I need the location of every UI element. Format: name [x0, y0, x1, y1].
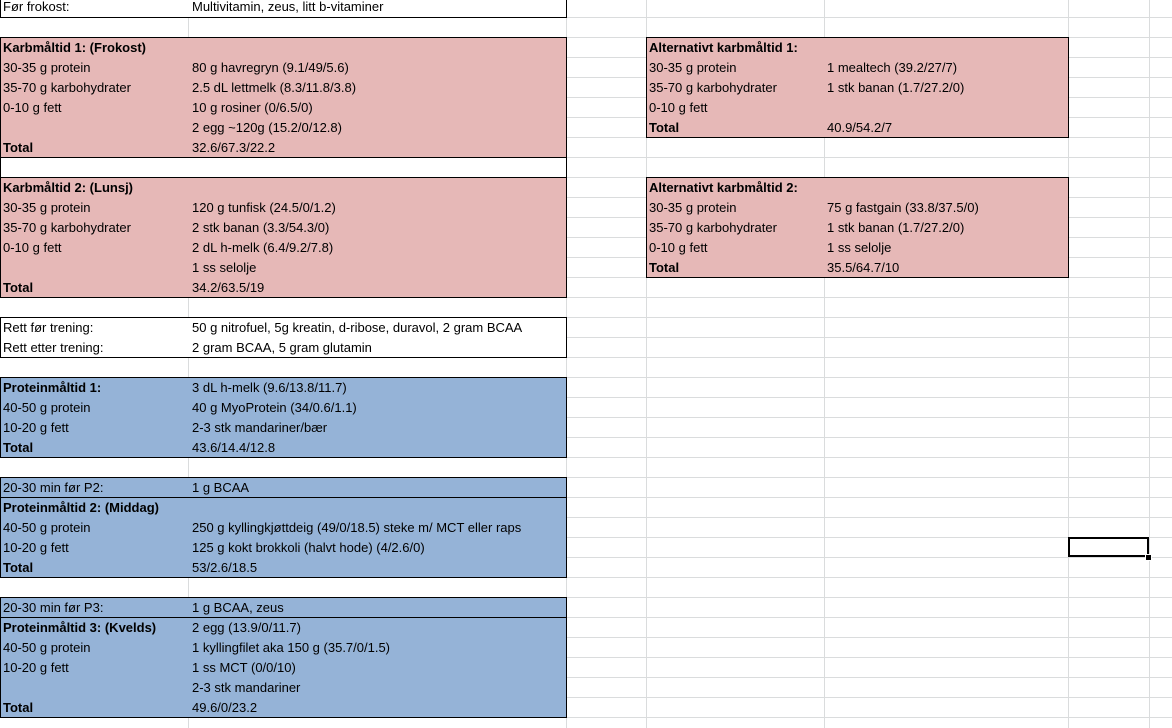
carb-meal-2-title-row[interactable] — [1, 178, 566, 198]
protein-meal-2-block — [0, 497, 567, 578]
target-label: 35-70 g karbohydrater — [3, 80, 131, 95]
alt-carb-2-title-row[interactable] — [647, 178, 1068, 198]
table-row[interactable] — [1, 638, 566, 658]
protein-meal-3-block — [0, 617, 567, 718]
table-row[interactable] — [647, 78, 1068, 98]
table-row[interactable] — [1, 518, 566, 538]
target-label: 30-35 g protein — [649, 200, 737, 215]
pre-training-value: 50 g nitrofuel, 5g kreatin, d-ribose, duravol, 2 gram BCAA — [192, 320, 523, 335]
alt-carb-meal-1-block — [646, 37, 1069, 138]
food-item: 40 g MyoProtein (34/0.6/1.1) — [192, 400, 357, 415]
table-row[interactable] — [1, 258, 566, 278]
food-item: 120 g tunfisk (24.5/0/1.2) — [192, 200, 336, 215]
protein-meal-3-title-row[interactable] — [1, 618, 566, 638]
food-item: 75 g fastgain (33.8/37.5/0) — [827, 200, 979, 215]
table-row[interactable] — [647, 198, 1068, 218]
food-item: 2 egg ~120g (15.2/0/12.8) — [192, 120, 342, 135]
pre-p3-value: 1 g BCAA, zeus — [192, 600, 284, 615]
food-item: 1 mealtech (39.2/27/7) — [827, 60, 958, 75]
total-label: Total — [3, 280, 34, 295]
table-row[interactable] — [647, 58, 1068, 78]
food-item: 125 g kokt brokkoli (halvt hode) (4/2.6/0) — [192, 540, 425, 555]
target-label: 35-70 g karbohydrater — [3, 220, 131, 235]
table-row[interactable] — [1, 218, 566, 238]
protein-meal-2-title-row[interactable] — [1, 498, 566, 518]
training-block — [0, 317, 567, 358]
total-label: Total — [3, 700, 34, 715]
alt-carb-1-title-row[interactable] — [647, 38, 1068, 58]
protein-meal-3-pre-block — [0, 597, 567, 618]
table-row[interactable] — [1, 658, 566, 678]
target-label: 0-10 g fett — [3, 100, 62, 115]
protein-meal-2-title: Proteinmåltid 2: (Middag) — [3, 500, 159, 515]
target-label: 10-20 g fett — [3, 540, 69, 555]
carb-meal-2-title: Karbmåltid 2: (Lunsj) — [3, 180, 134, 195]
pre-p2-row[interactable] — [1, 478, 566, 498]
target-label: 40-50 g protein — [3, 640, 91, 655]
fill-handle[interactable] — [1145, 554, 1152, 561]
food-item: 2 egg (13.9/0/11.7) — [192, 620, 301, 635]
table-row[interactable] — [1, 58, 566, 78]
target-label: 0-10 g fett — [3, 240, 62, 255]
food-item: 1 ss selolje — [192, 260, 257, 275]
food-item: 1 kyllingfilet aka 150 g (35.7/0/1.5) — [192, 640, 391, 655]
pre-p2-value: 1 g BCAA — [192, 480, 250, 495]
post-training-value: 2 gram BCAA, 5 gram glutamin — [192, 340, 372, 355]
target-label: 35-70 g karbohydrater — [649, 80, 777, 95]
target-label: 35-70 g karbohydrater — [649, 220, 777, 235]
food-item: 2 stk banan (3.3/54.3/0) — [192, 220, 330, 235]
total-label: Total — [3, 140, 34, 155]
table-row[interactable] — [1, 98, 566, 118]
spacer-row[interactable] — [0, 157, 567, 178]
alt-carb-1-title: Alternativt karbmåltid 1: — [649, 40, 798, 55]
protein-meal-2-pre-block — [0, 477, 567, 498]
selected-cell[interactable] — [1068, 537, 1149, 557]
protein-meal-1-block — [0, 377, 567, 458]
pre-training-label: Rett før trening: — [3, 320, 94, 335]
total-value: 43.6/14.4/12.8 — [192, 440, 276, 455]
table-row[interactable] — [647, 98, 1068, 118]
table-row[interactable] — [1, 538, 566, 558]
table-row[interactable] — [647, 238, 1068, 258]
total-label: Total — [649, 260, 680, 275]
alt-carb-meal-2-block — [646, 177, 1069, 278]
pre-p2-label: 20-30 min før P2: — [3, 480, 104, 495]
pre-training-row[interactable] — [1, 318, 566, 338]
post-training-row[interactable] — [1, 338, 566, 358]
before-breakfast-block — [0, 0, 567, 18]
table-row[interactable] — [1, 238, 566, 258]
before-breakfast-row[interactable] — [1, 0, 566, 17]
total-value: 32.6/67.3/22.2 — [192, 140, 276, 155]
total-row[interactable] — [1, 138, 566, 158]
target-label: 0-10 g fett — [649, 100, 708, 115]
food-item: 250 g kyllingkjøttdeig (49/0/18.5) steke m/ MCT eller raps — [192, 520, 522, 535]
pre-p3-label: 20-30 min før P3: — [3, 600, 104, 615]
total-label: Total — [3, 440, 34, 455]
food-item: 2-3 stk mandariner/bær — [192, 420, 328, 435]
table-row[interactable] — [1, 118, 566, 138]
total-row[interactable] — [647, 118, 1068, 138]
food-item: 2 dL h-melk (6.4/9.2/7.8) — [192, 240, 334, 255]
protein-meal-3-title: Proteinmåltid 3: (Kvelds) — [3, 620, 157, 635]
target-label: 10-20 g fett — [3, 660, 69, 675]
total-row[interactable] — [1, 558, 566, 578]
target-label: 40-50 g protein — [3, 400, 91, 415]
total-row[interactable] — [1, 438, 566, 458]
carb-meal-1-title: Karbmåltid 1: (Frokost) — [3, 40, 147, 55]
table-row[interactable] — [647, 218, 1068, 238]
total-row[interactable] — [1, 278, 566, 298]
food-item: 3 dL h-melk (9.6/13.8/11.7) — [192, 380, 347, 395]
total-value: 35.5/64.7/10 — [827, 260, 900, 275]
pre-p3-row[interactable] — [1, 598, 566, 618]
food-item: 2.5 dL lettmelk (8.3/11.8/3.8) — [192, 80, 357, 95]
before-breakfast-label: Før frokost: — [3, 0, 70, 14]
food-item: 1 stk banan (1.7/27.2/0) — [827, 220, 965, 235]
target-label: 0-10 g fett — [649, 240, 708, 255]
target-label: 30-35 g protein — [649, 60, 737, 75]
table-row[interactable] — [1, 78, 566, 98]
target-label: 10-20 g fett — [3, 420, 69, 435]
food-item: 80 g havregryn (9.1/49/5.6) — [192, 60, 349, 75]
total-row[interactable] — [1, 698, 566, 718]
food-item: 1 stk banan (1.7/27.2/0) — [827, 80, 965, 95]
food-item: 10 g rosiner (0/6.5/0) — [192, 100, 313, 115]
food-item: 1 ss selolje — [827, 240, 892, 255]
target-label: 30-35 g protein — [3, 200, 91, 215]
total-value: 49.6/0/23.2 — [192, 700, 258, 715]
target-label: 40-50 g protein — [3, 520, 91, 535]
carb-meal-1-title-row[interactable] — [1, 38, 566, 58]
total-value: 40.9/54.2/7 — [827, 120, 893, 135]
before-breakfast-value: Multivitamin, zeus, litt b-vitaminer — [192, 0, 384, 14]
table-row[interactable] — [1, 398, 566, 418]
table-row[interactable] — [1, 198, 566, 218]
carb-meal-2-block — [0, 177, 567, 298]
target-label: 30-35 g protein — [3, 60, 91, 75]
post-training-label: Rett etter trening: — [3, 340, 104, 355]
total-value: 53/2.6/18.5 — [192, 560, 258, 575]
total-value: 34.2/63.5/19 — [192, 280, 265, 295]
table-row[interactable] — [1, 678, 566, 698]
carb-meal-1-block — [0, 37, 567, 158]
total-label: Total — [649, 120, 680, 135]
total-label: Total — [3, 560, 34, 575]
food-item: 2-3 stk mandariner — [192, 680, 301, 695]
total-row[interactable] — [647, 258, 1068, 278]
protein-meal-1-title-row[interactable] — [1, 378, 566, 398]
alt-carb-2-title: Alternativt karbmåltid 2: — [649, 180, 798, 195]
protein-meal-1-title: Proteinmåltid 1: — [3, 380, 102, 395]
food-item: 1 ss MCT (0/0/10) — [192, 660, 296, 675]
table-row[interactable] — [1, 418, 566, 438]
